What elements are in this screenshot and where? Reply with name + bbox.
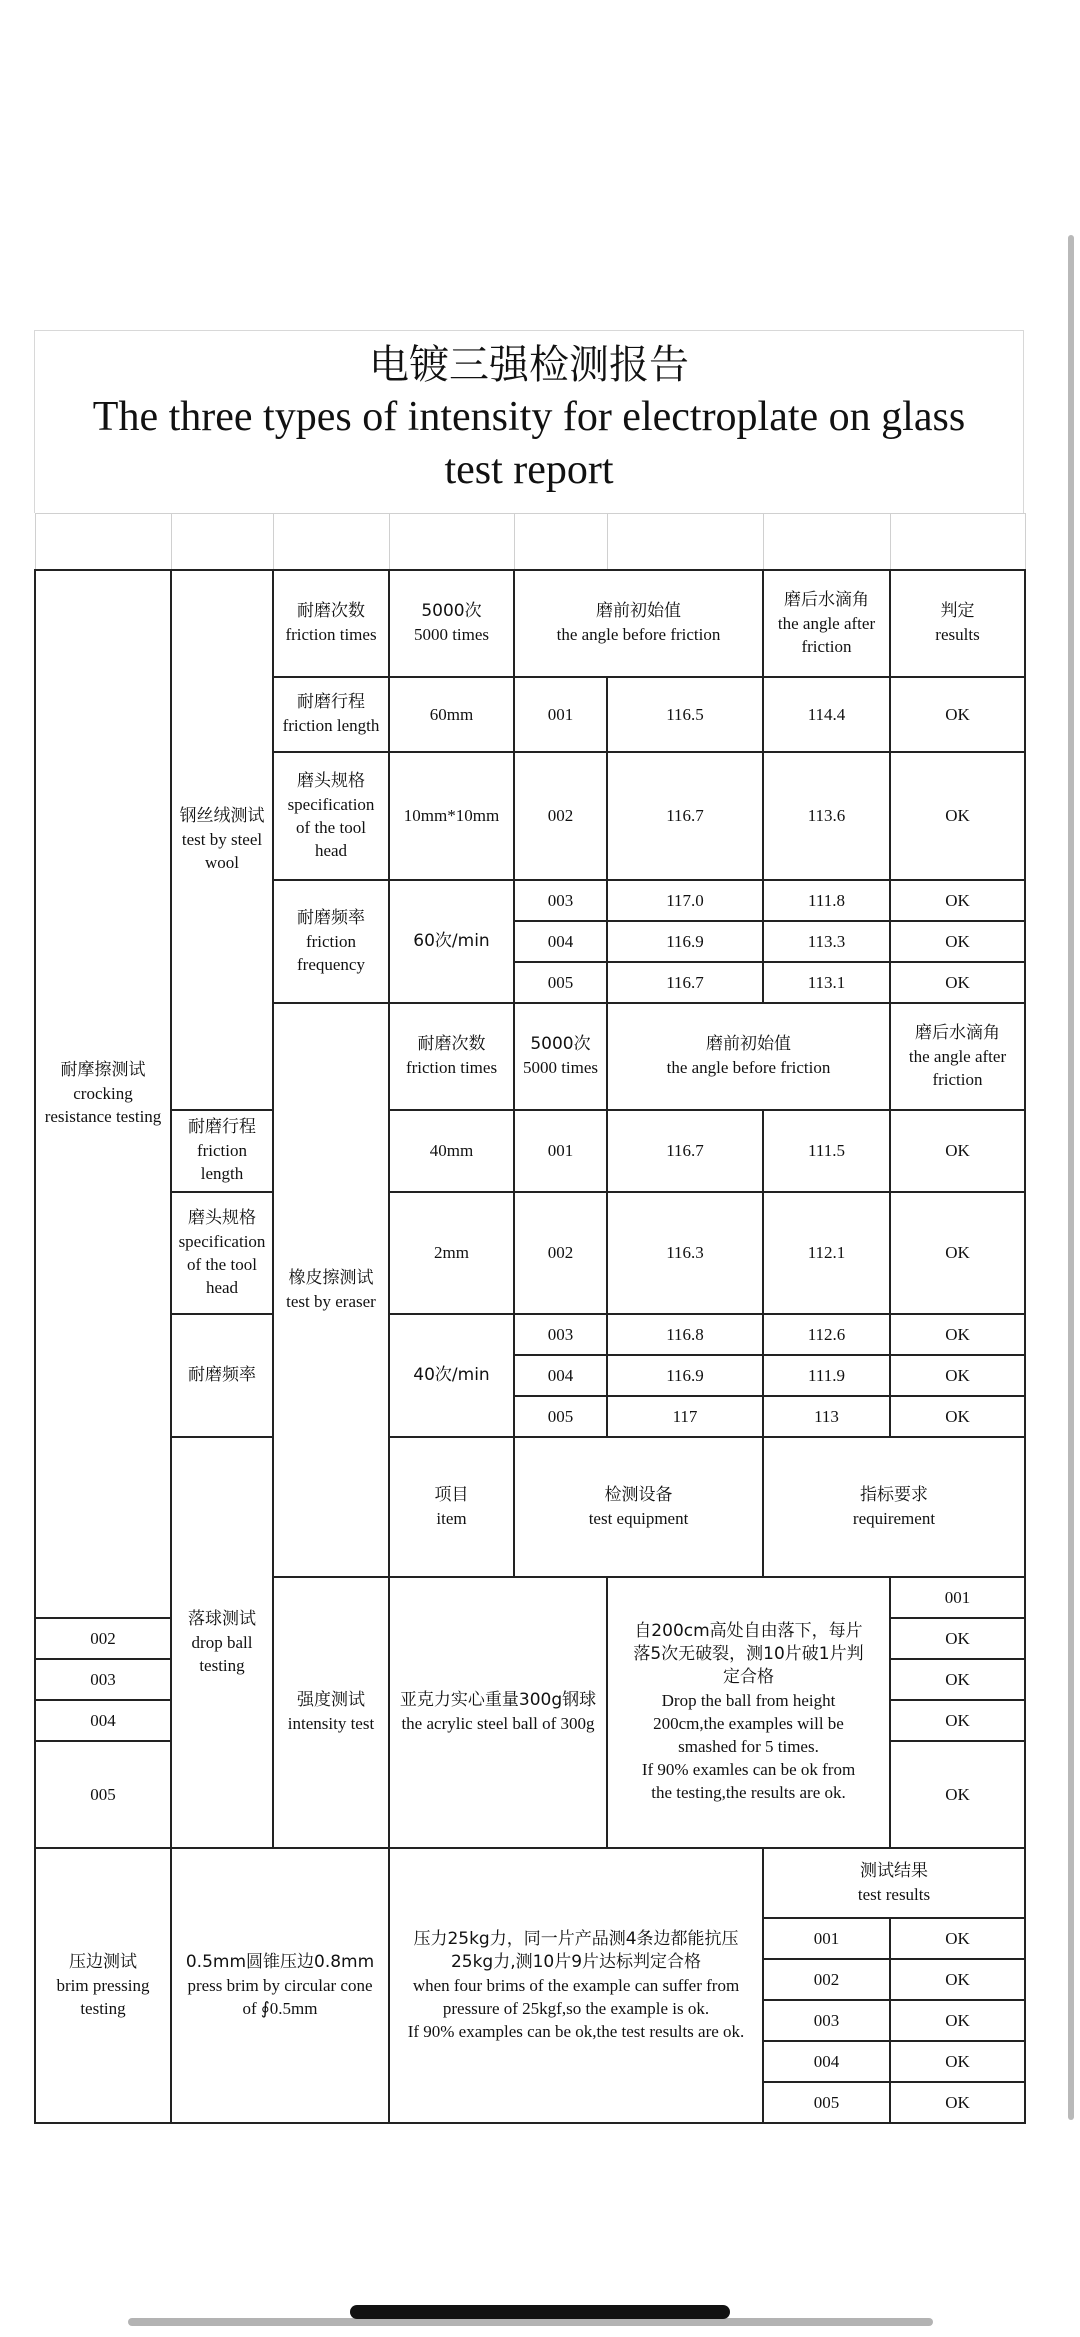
angle-after-value: 114.4	[763, 677, 890, 752]
angle-before-header: 磨前初始值 the angle before friction	[514, 570, 763, 677]
table-row	[35, 1437, 1025, 1577]
angle-before-value: 117.0	[607, 880, 763, 921]
result-value: OK	[890, 1700, 1025, 1741]
blank-row	[35, 514, 1025, 570]
friction-times-value: 5000次 5000 times	[389, 570, 514, 677]
angle-after-value: 113.3	[763, 921, 890, 962]
angle-before-value: 116.8	[607, 1314, 763, 1355]
report-table	[34, 513, 1026, 2124]
results-header: 判定 results	[890, 570, 1025, 677]
tool-head-spec-value: 2mm	[389, 1192, 514, 1314]
angle-after-value: 113	[763, 1396, 890, 1437]
angle-before-value: 116.9	[607, 1355, 763, 1396]
steel-wool-test-label: 钢丝绒测试 test by steel wool	[171, 570, 273, 1110]
sample-id: 004	[514, 1355, 607, 1396]
tool-head-spec-value: 10mm*10mm	[389, 752, 514, 880]
result-value: OK	[890, 752, 1025, 880]
equipment-header: 检测设备 test equipment	[514, 1437, 763, 1577]
angle-before-value: 116.7	[607, 1110, 763, 1192]
sample-id: 003	[514, 880, 607, 921]
friction-times-label: 耐磨次数 friction times	[389, 1003, 514, 1110]
eraser-test-label: 橡皮擦测试 test by eraser	[273, 1003, 389, 1577]
sample-id: 001	[763, 1918, 890, 1959]
sample-id: 001	[890, 1577, 1025, 1618]
angle-after-value: 111.8	[763, 880, 890, 921]
sample-id: 003	[514, 1314, 607, 1355]
sample-id: 001	[514, 1110, 607, 1192]
table-row	[35, 570, 1025, 677]
sample-id: 002	[514, 752, 607, 880]
angle-after-header: 磨后水滴角 the angle after friction	[890, 1003, 1025, 1110]
table-row	[35, 1110, 1025, 1192]
result-value: OK	[890, 1918, 1025, 1959]
requirement-header: 指标要求 requirement	[763, 1437, 1025, 1577]
report-title-en-line1: The three types of intensity for electroplate on glass	[92, 394, 966, 440]
result-value: OK	[890, 1192, 1025, 1314]
test-report	[34, 330, 1024, 2124]
sample-id: 004	[763, 2041, 890, 2082]
sample-id: 005	[514, 962, 607, 1003]
dropball-section-label: 落球测试 drop ball testing	[171, 1437, 273, 1848]
result-value: OK	[890, 2041, 1025, 2082]
friction-length-label: 耐磨行程 friction length	[171, 1110, 273, 1192]
vertical-scrollbar[interactable]	[1068, 235, 1074, 2120]
angle-after-value: 113.6	[763, 752, 890, 880]
result-value: OK	[890, 1741, 1025, 1848]
equipment-value: 亚克力实心重量300g钢球 the acrylic steel ball of 300g	[389, 1577, 607, 1848]
friction-length-value: 40mm	[389, 1110, 514, 1192]
friction-times-label: 耐磨次数 friction times	[273, 570, 389, 677]
angle-before-value: 116.7	[607, 962, 763, 1003]
abrasion-section-label: 耐摩擦测试 crocking resistance testing	[35, 570, 171, 1618]
result-value: OK	[890, 1110, 1025, 1192]
home-indicator[interactable]	[350, 2305, 730, 2319]
requirement-value: 自200cm高处自由落下，每片 落5次无破裂，测10片破1片判 定合格 Drop the ball from height 200cm,the examples will be smashed for 5 times. If 90% examles can be ok from the testing,the results are ok.	[607, 1577, 890, 1848]
angle-before-value: 116.9	[607, 921, 763, 962]
friction-frequency-value: 40次/min	[389, 1314, 514, 1437]
angle-before-value: 116.3	[607, 1192, 763, 1314]
angle-after-value: 111.9	[763, 1355, 890, 1396]
intensity-test-label: 强度测试 intensity test	[273, 1577, 389, 1848]
angle-after-value: 113.1	[763, 962, 890, 1003]
sample-id: 004	[35, 1700, 171, 1741]
result-value: OK	[890, 1314, 1025, 1355]
result-value: OK	[890, 1959, 1025, 2000]
table-row	[35, 1314, 1025, 1355]
angle-after-value: 112.6	[763, 1314, 890, 1355]
angle-after-header: 磨后水滴角 the angle after friction	[763, 570, 890, 677]
sample-id: 003	[35, 1659, 171, 1700]
result-value: OK	[890, 1355, 1025, 1396]
item-header: 项目 item	[389, 1437, 514, 1577]
angle-before-value: 116.5	[607, 677, 763, 752]
result-value: OK	[890, 921, 1025, 962]
friction-length-label: 耐磨行程 friction length	[273, 677, 389, 752]
angle-before-value: 117	[607, 1396, 763, 1437]
sample-id: 001	[514, 677, 607, 752]
sample-id: 003	[763, 2000, 890, 2041]
result-value: OK	[890, 2082, 1025, 2123]
sample-id: 002	[514, 1192, 607, 1314]
result-value: OK	[890, 1659, 1025, 1700]
report-title-cn: 电镀三强检测报告	[369, 342, 689, 388]
table-row	[35, 1192, 1025, 1314]
sample-id: 005	[35, 1741, 171, 1848]
angle-before-header: 磨前初始值 the angle before friction	[607, 1003, 890, 1110]
friction-times-value: 5000次 5000 times	[514, 1003, 607, 1110]
report-title-en-line2: test report	[444, 447, 614, 493]
brim-method: 0.5mm圆锥压边0.8mm press brim by circular cone of ∮0.5mm	[171, 1848, 389, 2123]
angle-after-value: 112.1	[763, 1192, 890, 1314]
sample-id: 002	[763, 1959, 890, 2000]
friction-frequency-value: 60次/min	[389, 880, 514, 1003]
report-header	[34, 330, 1024, 513]
result-value: OK	[890, 880, 1025, 921]
table-row	[35, 1848, 1025, 1918]
sample-id: 005	[763, 2082, 890, 2123]
sample-id: 002	[35, 1618, 171, 1659]
sample-id: 005	[514, 1396, 607, 1437]
result-value: OK	[890, 1396, 1025, 1437]
friction-frequency-label: 耐磨频率	[171, 1314, 273, 1437]
friction-frequency-label: 耐磨频率 friction frequency	[273, 880, 389, 1003]
angle-after-value: 111.5	[763, 1110, 890, 1192]
friction-length-value: 60mm	[389, 677, 514, 752]
sample-id: 004	[514, 921, 607, 962]
brim-section-label: 压边测试 brim pressing testing	[35, 1848, 171, 2123]
result-value: OK	[890, 1618, 1025, 1659]
result-value: OK	[890, 677, 1025, 752]
tool-head-spec-label: 磨头规格 specification of the tool head	[171, 1192, 273, 1314]
angle-before-value: 116.7	[607, 752, 763, 880]
test-results-header: 测试结果 test results	[763, 1848, 1025, 1918]
tool-head-spec-label: 磨头规格 specification of the tool head	[273, 752, 389, 880]
result-value: OK	[890, 2000, 1025, 2041]
brim-requirement: 压力25kg力，同一片产品测4条边都能抗压 25kg力,测10片9片达标判定合格 when four brims of the example can suffer from pressure of 25kgf,so the example is ok. If 90% examples can be ok,the test results are ok.	[389, 1848, 763, 2123]
result-value: OK	[890, 962, 1025, 1003]
horizontal-scrollbar[interactable]	[128, 2318, 933, 2326]
